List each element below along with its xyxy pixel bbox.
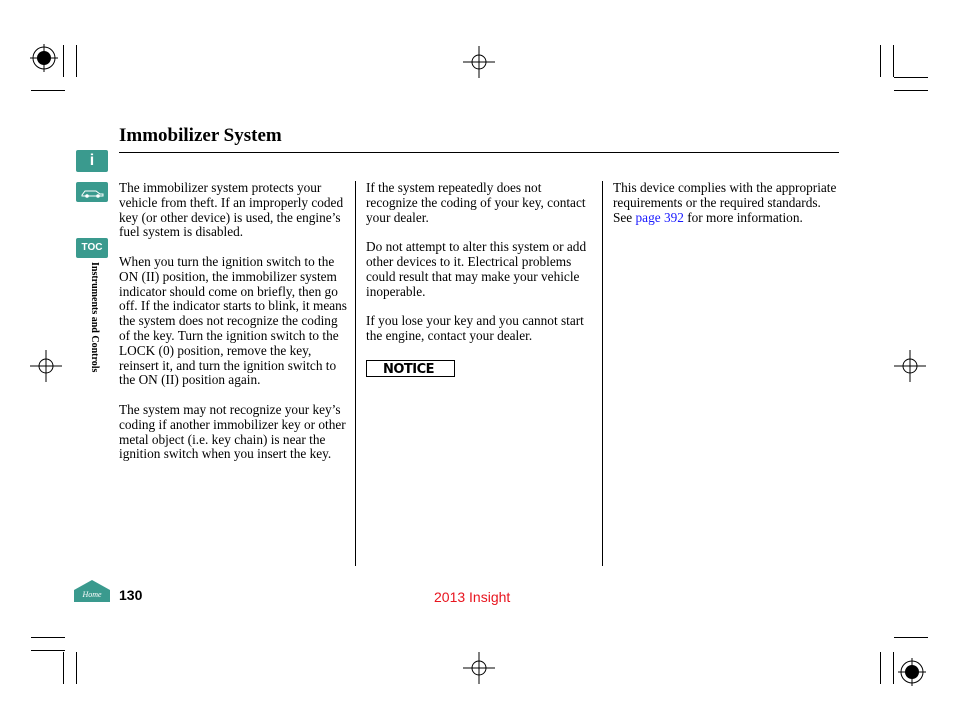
home-label: Home xyxy=(82,590,102,599)
footer-model: 2013 Insight xyxy=(434,589,511,605)
paragraph xyxy=(613,181,841,225)
notice-label: NOTICE xyxy=(366,360,455,377)
column-3 xyxy=(613,181,841,240)
paragraph: The system may not recognize your key’s coding if another immobilizer key or other metal object (i.e. key chain) is near the ignition switch when you insert the key. xyxy=(119,401,346,462)
page-link[interactable]: page 392 xyxy=(635,209,684,225)
page-title: Immobilizer System xyxy=(119,125,282,146)
page-number: 130 xyxy=(119,587,143,603)
title-rule xyxy=(119,152,839,153)
paragraph: When you turn the ignition switch to the ON (II) position, the immobilizer system indicator should come on briefly, then go off. If the indicator starts to blink, it means the system does not recognize the coding of the key. Turn the ignition switch to the LOCK (0) position, remove the key, reinsert it, and turn the ignition switch to the ON (II) position again. xyxy=(119,253,347,388)
registration-target-icon xyxy=(30,44,58,72)
info-icon[interactable]: i xyxy=(76,150,108,172)
car-icon[interactable] xyxy=(76,182,108,202)
column-1 xyxy=(119,181,347,477)
column-2 xyxy=(366,181,594,359)
car-outline-icon xyxy=(76,182,108,202)
home-button[interactable] xyxy=(74,580,110,604)
paragraph: Do not attempt to alter this system or add other devices to it. Electrical problems could result that may make your vehicle inoperable. xyxy=(366,239,587,299)
crosshair-icon xyxy=(463,652,495,684)
text-span: This device complies with the appropriate requirements or the required standards. See xyxy=(613,180,837,225)
crosshair-icon xyxy=(463,46,495,78)
paragraph: If you lose your key and you cannot start the engine, contact your dealer. xyxy=(366,313,584,343)
paragraph: The immobilizer system protects your vehicle from theft. If an improperly coded key (or other device) is used, the engine’s fuel system is disabled. xyxy=(119,180,344,240)
text-span: for more information. xyxy=(683,209,803,225)
column-divider xyxy=(355,181,356,566)
crosshair-icon xyxy=(30,350,62,382)
registration-target-icon xyxy=(898,658,926,686)
column-divider xyxy=(602,181,603,566)
paragraph: If the system repeatedly does not recognize the coding of your key, contact your dealer. xyxy=(366,180,586,225)
toc-button[interactable]: TOC xyxy=(76,238,108,258)
chapter-label: Instruments and Controls xyxy=(89,262,100,373)
crosshair-icon xyxy=(894,350,926,382)
